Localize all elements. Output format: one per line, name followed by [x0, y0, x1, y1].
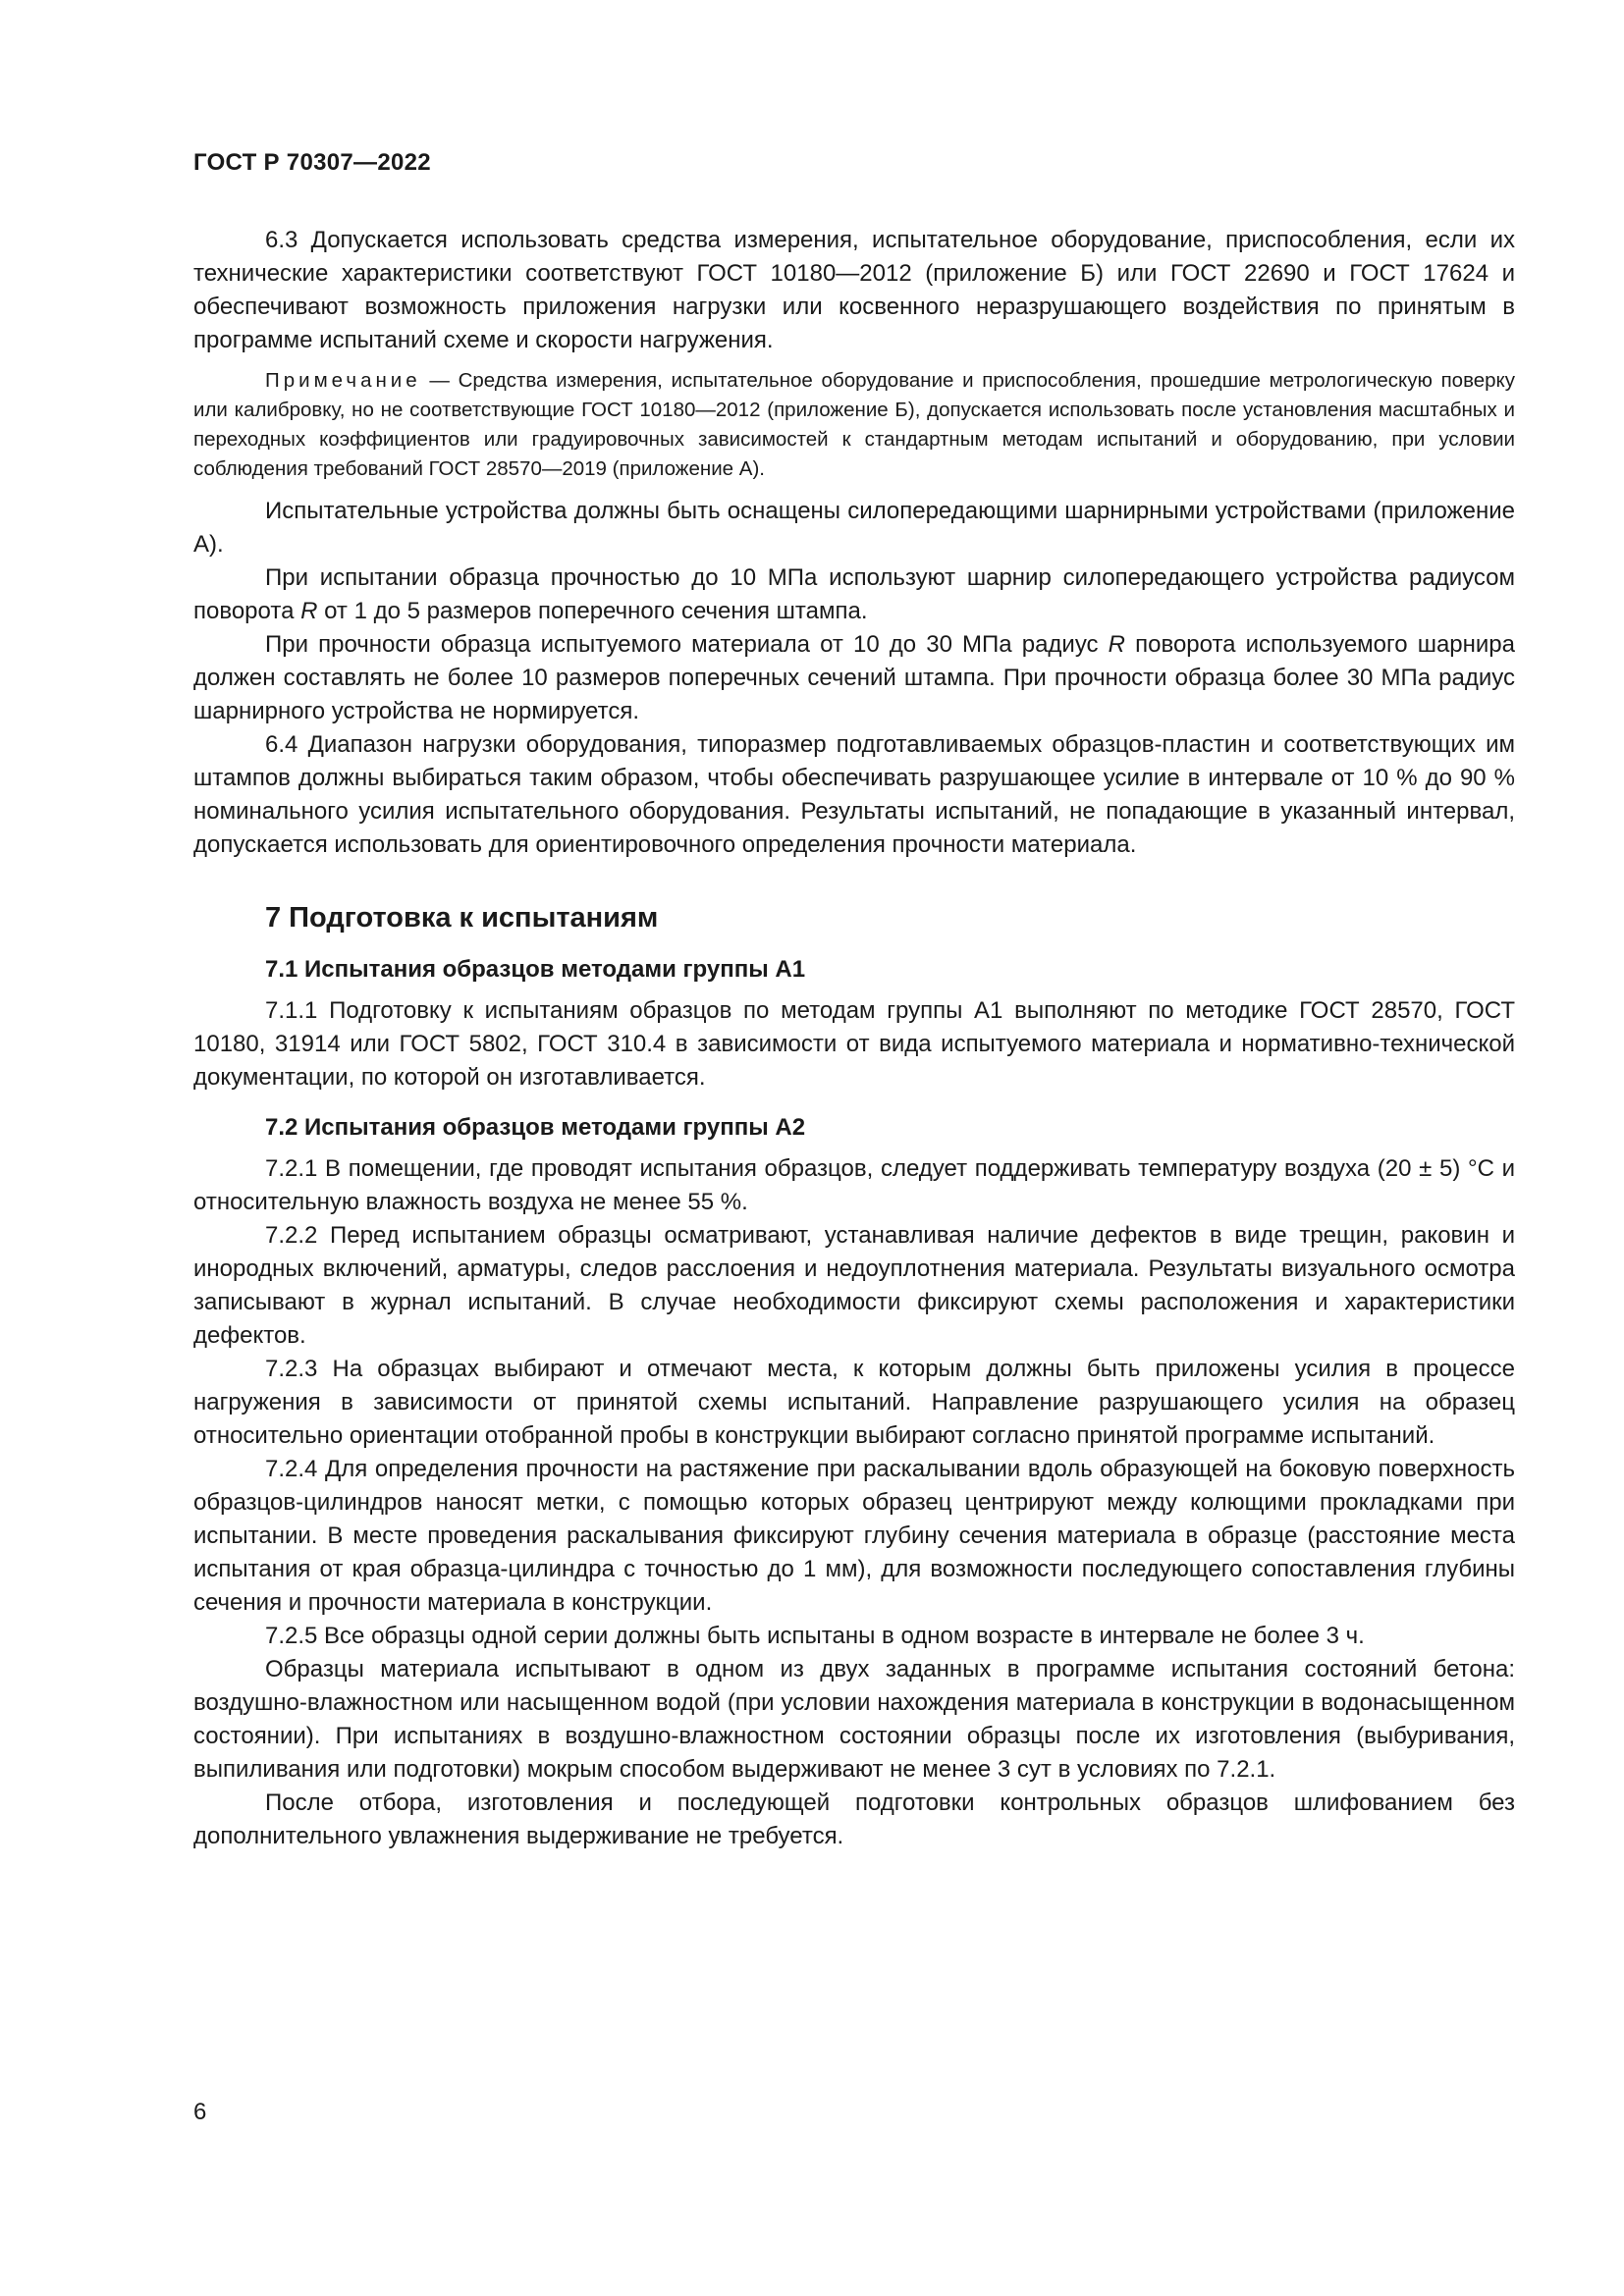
radius-symbol: R	[1108, 631, 1126, 658]
document-header: ГОСТ Р 70307—2022	[193, 149, 431, 176]
section-heading-7: 7 Подготовка к испытаниям	[265, 902, 659, 934]
paragraph-7-2-2: 7.2.2 Перед испытанием образцы осматривают, устанавливая наличие дефектов в виде трещин, раковин и инородных включений, арматуры, следов расслоения и недоуплотнения материала. Результаты визуального осмотра записывают в журнал испытаний. В случае необходимости фиксируют схемы расположения и характеристики дефектов.	[193, 1222, 1515, 1349]
paragraph-conditioning: Образцы материала испытывают в одном из двух заданных в программе испытания состояний бетона: воздушно-влажностном или насыщенном водой (при условии нахождения материала в конструкции в водонасыщенном состоянии). При испытаниях в воздушно-влажностном состоянии образцы после их изготовления (выбуривания, выпиливания или подготовки) мокрым способом выдерживают не менее 3 сут в условиях по 7.2.1.	[193, 1656, 1515, 1783]
subsection-heading-7-1: 7.1 Испытания образцов методами группы А1	[265, 956, 806, 983]
text-segment: от 1 до 5 размеров поперечного сечения штампа.	[317, 598, 868, 624]
paragraph-hinge-radius-10-30	[193, 628, 1515, 728]
note-label: Примечание	[265, 369, 421, 392]
text-segment: При прочности образца испытуемого материала от 10 до 30 МПа радиус	[265, 631, 1109, 658]
paragraph-7-2-3: 7.2.3 На образцах выбирают и отмечают места, к которым должны быть приложены усилия в процессе нагружения в зависимости от принятой схемы испытаний. Направление разрушающего усилия на образец относительно ориентации отобранной пробы в конструкции выбирают согласно принятой программе испытаний.	[193, 1356, 1515, 1449]
text-segment: поворота используемого шарнира должен составлять не более 10 размеров поперечных сечений штампа. При прочности образца более 30 МПа радиус шарнирного устройства не нормируется.	[193, 631, 1516, 724]
paragraph-7-2-1: 7.2.1 В помещении, где проводят испытания образцов, следует поддерживать температуру воздуха (20 ± 5) °С и относительную влажность воздуха не менее 55 %.	[193, 1155, 1515, 1215]
paragraph-hinge-radius-10	[193, 561, 1515, 628]
paragraph-7-1-1: 7.1.1 Подготовку к испытаниям образцов по методам группы А1 выполняют по методике ГОСТ 28570, ГОСТ 10180, 31914 или ГОСТ 5802, ГОСТ 310.4 в зависимости от вида испытуемого материала и нормативно-технической документации, по которой он изготавливается.	[193, 997, 1515, 1091]
subsection-heading-7-2: 7.2 Испытания образцов методами группы А2	[265, 1114, 806, 1141]
note-text: — Средства измерения, испытательное оборудование и приспособления, прошедшие метрологическую поверку или калибровку, но не соответствующие ГОСТ 10180—2012 (приложение Б), допускается использовать после установления масштабных и переходных коэффициентов или градуировочных зависимостей к стандартным методам испытаний и оборудованию, при условии соблюдения требований ГОСТ 28570—2019 (приложение А).	[193, 369, 1515, 480]
document-body	[193, 224, 1515, 1853]
page-number: 6	[193, 2099, 207, 2125]
paragraph-7-2-4: 7.2.4 Для определения прочности на растяжение при раскалывании вдоль образующей на боковую поверхность образцов-цилиндров наносят метки, с помощью которых образец центрируют между колющими прокладками при испытании. В месте проведения раскалывания фиксируют глубину сечения материала в образце (расстояние места испытания от края образца-цилиндра с точностью до 1 мм), для возможности последующего сопоставления глубины сечения и прочности материала в конструкции.	[193, 1456, 1515, 1616]
paragraph-grinding: После отбора, изготовления и последующей подготовки контрольных образцов шлифованием без дополнительного увлажнения выдерживание не требуется.	[193, 1789, 1515, 1849]
note	[193, 366, 1515, 484]
radius-symbol: R	[300, 598, 318, 624]
text-segment: При испытании образца прочностью до 10 МПа используют шарнир силопередающего устройства радиусом поворота	[193, 564, 1515, 624]
paragraph-hinge-devices: Испытательные устройства должны быть оснащены силопередающими шарнирными устройствами (приложение А).	[193, 498, 1515, 558]
paragraph-6-4: 6.4 Диапазон нагрузки оборудования, типоразмер подготавливаемых образцов-пластин и соответствующих им штампов должны выбираться таким образом, чтобы обеспечивать разрушающее усилие в интервале от 10 % до 90 % номинального усилия испытательного оборудования. Результаты испытаний, не попадающие в указанный интервал, допускается использовать для ориентировочного определения прочности материала.	[193, 731, 1515, 858]
paragraph-6-3: 6.3 Допускается использовать средства измерения, испытательное оборудование, приспособления, если их технические характеристики соответствуют ГОСТ 10180—2012 (приложение Б) или ГОСТ 22690 и ГОСТ 17624 и обеспечивают возможность приложения нагрузки или косвенного неразрушающего воздействия по принятым в программе испытаний схеме и скорости нагружения.	[193, 227, 1515, 353]
paragraph-7-2-5: 7.2.5 Все образцы одной серии должны быть испытаны в одном возрасте в интервале не более 3 ч.	[265, 1623, 1365, 1649]
